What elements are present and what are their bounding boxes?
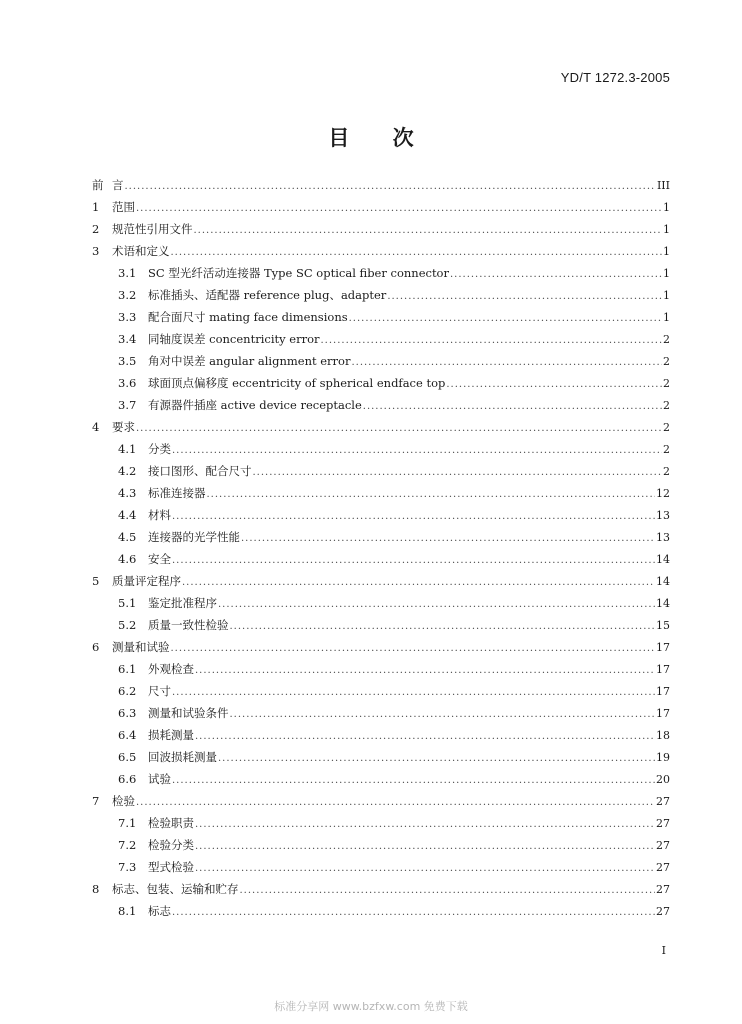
toc-entry[interactable] bbox=[92, 350, 670, 372]
toc-dot-leader bbox=[230, 704, 656, 726]
toc-entry-label: 型式检验 bbox=[148, 860, 194, 874]
toc-entry-label: 角对中误差 angular alignment error bbox=[148, 354, 351, 368]
toc-entry-number: 前 bbox=[92, 178, 104, 192]
toc-entry-page: 2 bbox=[663, 377, 670, 390]
toc-entry-label: 测量和试验 bbox=[112, 640, 170, 654]
toc-entry-page: 14 bbox=[656, 597, 670, 610]
toc-entry-label: 质量评定程序 bbox=[112, 574, 181, 588]
toc-entry[interactable] bbox=[92, 768, 670, 790]
toc-entry-number: 6.1 bbox=[118, 662, 137, 676]
toc-entry[interactable] bbox=[92, 834, 670, 856]
toc-entry-label: 同轴度误差 concentricity error bbox=[148, 332, 320, 346]
toc-entry-page: 27 bbox=[656, 883, 670, 896]
toc-entry-number: 4 bbox=[92, 420, 100, 434]
toc-entry-number: 5.2 bbox=[118, 618, 137, 632]
toc-entry-number: 6.2 bbox=[118, 684, 137, 698]
toc-entry-label: 检验分类 bbox=[148, 838, 194, 852]
toc-dot-leader bbox=[195, 814, 655, 836]
toc-entry[interactable] bbox=[92, 702, 670, 724]
toc-entry-page: 2 bbox=[663, 355, 670, 368]
toc-entry-page: 1 bbox=[663, 223, 670, 236]
toc-entry-page: 2 bbox=[663, 465, 670, 478]
toc-entry-page: 27 bbox=[656, 905, 670, 918]
toc-dot-leader bbox=[172, 506, 655, 528]
toc-entry-label: 配合面尺寸 mating face dimensions bbox=[148, 310, 348, 324]
toc-entry-page: 27 bbox=[656, 817, 670, 830]
toc-entry-number: 3.4 bbox=[118, 332, 137, 346]
toc-dot-leader bbox=[207, 484, 656, 506]
toc-entry-label: 言 bbox=[112, 178, 124, 192]
toc-entry-number: 6.4 bbox=[118, 728, 137, 742]
toc-entry[interactable] bbox=[92, 460, 670, 482]
toc-entry-number: 7 bbox=[92, 794, 100, 808]
toc-dot-leader bbox=[218, 594, 655, 616]
toc-dot-leader bbox=[387, 286, 662, 308]
toc-entry-page: III bbox=[656, 179, 670, 192]
page-number: I bbox=[661, 944, 666, 957]
toc-entry[interactable] bbox=[92, 416, 670, 438]
toc-dot-leader bbox=[182, 572, 655, 594]
toc-entry-page: 2 bbox=[663, 421, 670, 434]
toc-entry-label: 接口图形、配合尺寸 bbox=[148, 464, 252, 478]
watermark: 标准分享网 www.bzfxw.com 免费下载 bbox=[274, 1000, 468, 1013]
toc-entry-page: 17 bbox=[656, 707, 670, 720]
toc-dot-leader bbox=[450, 264, 662, 286]
toc-dot-leader bbox=[218, 748, 655, 770]
toc-entry[interactable] bbox=[92, 328, 670, 350]
toc-entry-label: 试验 bbox=[148, 772, 171, 786]
toc-entry-page: 12 bbox=[656, 487, 670, 500]
toc-entry[interactable] bbox=[92, 790, 670, 812]
toc-entry-label: 尺寸 bbox=[148, 684, 171, 698]
toc-dot-leader bbox=[321, 330, 663, 352]
toc-entry-label: 标准插头、适配器 reference plug、adapter bbox=[148, 288, 387, 302]
toc-entry-label: 检验职责 bbox=[148, 816, 194, 830]
toc-entry-page: 1 bbox=[663, 311, 670, 324]
toc-dot-leader bbox=[125, 176, 656, 198]
toc-entry[interactable] bbox=[92, 284, 670, 306]
toc-dot-leader bbox=[446, 374, 662, 396]
toc-entry[interactable] bbox=[92, 240, 670, 262]
toc-entry-page: 1 bbox=[663, 289, 670, 302]
toc-entry-number: 4.6 bbox=[118, 552, 137, 566]
table-of-contents bbox=[92, 174, 670, 922]
toc-dot-leader bbox=[349, 308, 662, 330]
toc-entry-label: 鉴定批准程序 bbox=[148, 596, 217, 610]
toc-entry-page: 1 bbox=[663, 267, 670, 280]
toc-entry-number: 3.7 bbox=[118, 398, 137, 412]
toc-entry-number: 6.6 bbox=[118, 772, 137, 786]
toc-entry-number: 3.3 bbox=[118, 310, 137, 324]
toc-dot-leader bbox=[172, 440, 662, 462]
toc-dot-leader bbox=[195, 858, 655, 880]
toc-entry-number: 6.3 bbox=[118, 706, 137, 720]
toc-entry-label: 质量一致性检验 bbox=[148, 618, 229, 632]
toc-entry-label: 测量和试验条件 bbox=[148, 706, 229, 720]
toc-entry-label: 损耗测量 bbox=[148, 728, 194, 742]
toc-entry-number: 3.1 bbox=[118, 266, 137, 280]
toc-entry[interactable] bbox=[92, 658, 670, 680]
toc-entry[interactable] bbox=[92, 746, 670, 768]
toc-entry-page: 2 bbox=[663, 443, 670, 456]
toc-entry[interactable] bbox=[92, 482, 670, 504]
toc-dot-leader bbox=[136, 418, 662, 440]
toc-dot-leader bbox=[195, 726, 655, 748]
toc-entry-page: 1 bbox=[663, 245, 670, 258]
toc-entry-label: SC 型光纤活动连接器 Type SC optical fiber connector bbox=[148, 266, 449, 280]
toc-entry[interactable] bbox=[92, 636, 670, 658]
toc-entry[interactable] bbox=[92, 262, 670, 284]
toc-entry-label: 材料 bbox=[148, 508, 171, 522]
toc-entry-label: 外观检查 bbox=[148, 662, 194, 676]
toc-entry-page: 27 bbox=[656, 839, 670, 852]
toc-entry-page: 27 bbox=[656, 795, 670, 808]
toc-entry[interactable] bbox=[92, 856, 670, 878]
toc-dot-leader bbox=[363, 396, 662, 418]
toc-entry-page: 2 bbox=[663, 399, 670, 412]
toc-dot-leader bbox=[195, 836, 655, 858]
toc-entry-number: 8.1 bbox=[118, 904, 137, 918]
page-title: 目 次 bbox=[328, 126, 414, 150]
toc-entry-label: 标志 bbox=[148, 904, 171, 918]
toc-entry-page: 19 bbox=[656, 751, 670, 764]
toc-entry-number: 4.3 bbox=[118, 486, 137, 500]
toc-entry-label: 标准连接器 bbox=[148, 486, 206, 500]
toc-entry[interactable] bbox=[92, 504, 670, 526]
toc-entry[interactable] bbox=[92, 724, 670, 746]
toc-entry-page: 14 bbox=[656, 553, 670, 566]
toc-dot-leader bbox=[240, 880, 656, 902]
toc-dot-leader bbox=[194, 220, 663, 242]
toc-entry-number: 7.3 bbox=[118, 860, 137, 874]
toc-entry[interactable] bbox=[92, 548, 670, 570]
toc-entry-page: 13 bbox=[656, 531, 670, 544]
toc-dot-leader bbox=[172, 770, 655, 792]
toc-entry[interactable] bbox=[92, 570, 670, 592]
toc-entry-number: 6.5 bbox=[118, 750, 137, 764]
toc-entry[interactable] bbox=[92, 592, 670, 614]
toc-dot-leader bbox=[195, 660, 655, 682]
toc-dot-leader bbox=[253, 462, 663, 484]
toc-entry[interactable] bbox=[92, 196, 670, 218]
toc-entry-number: 3 bbox=[92, 244, 100, 258]
toc-entry-label: 球面顶点偏移度 eccentricity of spherical endface top bbox=[148, 376, 446, 390]
toc-entry[interactable] bbox=[92, 812, 670, 834]
toc-entry-label: 分类 bbox=[148, 442, 171, 456]
toc-entry-page: 17 bbox=[656, 641, 670, 654]
toc-dot-leader bbox=[241, 528, 655, 550]
toc-entry-label: 术语和定义 bbox=[112, 244, 170, 258]
toc-dot-leader bbox=[172, 550, 655, 572]
toc-entry-page: 17 bbox=[656, 663, 670, 676]
toc-entry-page: 14 bbox=[656, 575, 670, 588]
toc-entry-number: 3.6 bbox=[118, 376, 137, 390]
toc-entry[interactable] bbox=[92, 680, 670, 702]
toc-entry[interactable] bbox=[92, 438, 670, 460]
toc-entry-number: 7.2 bbox=[118, 838, 137, 852]
toc-entry-page: 18 bbox=[656, 729, 670, 742]
toc-entry-number: 4.2 bbox=[118, 464, 137, 478]
toc-entry[interactable] bbox=[92, 372, 670, 394]
toc-dot-leader bbox=[136, 792, 655, 814]
toc-entry-label: 回波损耗测量 bbox=[148, 750, 217, 764]
toc-entry-number: 5 bbox=[92, 574, 100, 588]
toc-entry-number: 3.2 bbox=[118, 288, 137, 302]
toc-entry[interactable] bbox=[92, 614, 670, 636]
toc-entry[interactable] bbox=[92, 878, 670, 900]
toc-dot-leader bbox=[172, 902, 655, 924]
toc-entry-page: 15 bbox=[656, 619, 670, 632]
toc-entry[interactable] bbox=[92, 394, 670, 416]
toc-entry[interactable] bbox=[92, 306, 670, 328]
toc-entry-label: 范围 bbox=[112, 200, 135, 214]
toc-entry-number: 6 bbox=[92, 640, 100, 654]
toc-entry-page: 1 bbox=[663, 201, 670, 214]
toc-entry-page: 27 bbox=[656, 861, 670, 874]
toc-dot-leader bbox=[172, 682, 655, 704]
toc-entry-label: 安全 bbox=[148, 552, 171, 566]
toc-entry-number: 3.5 bbox=[118, 354, 137, 368]
toc-entry-label: 连接器的光学性能 bbox=[148, 530, 240, 544]
toc-entry-number: 4.4 bbox=[118, 508, 137, 522]
toc-entry-label: 要求 bbox=[112, 420, 135, 434]
toc-entry-page: 20 bbox=[656, 773, 670, 786]
toc-entry-label: 标志、包装、运输和贮存 bbox=[112, 882, 239, 896]
toc-dot-leader bbox=[171, 638, 656, 660]
standard-code: YD/T 1272.3-2005 bbox=[560, 70, 670, 85]
toc-entry-number: 2 bbox=[92, 222, 100, 236]
toc-dot-leader bbox=[230, 616, 656, 638]
toc-entry-label: 规范性引用文件 bbox=[112, 222, 193, 236]
toc-dot-leader bbox=[351, 352, 662, 374]
toc-entry[interactable] bbox=[92, 174, 670, 196]
toc-entry-label: 有源器件插座 active device receptacle bbox=[148, 398, 362, 412]
toc-entry-label: 检验 bbox=[112, 794, 135, 808]
toc-entry-page: 2 bbox=[663, 333, 670, 346]
toc-entry-number: 7.1 bbox=[118, 816, 137, 830]
toc-entry-number: 5.1 bbox=[118, 596, 137, 610]
toc-entry-page: 13 bbox=[656, 509, 670, 522]
toc-entry[interactable] bbox=[92, 900, 670, 922]
toc-entry-number: 4.1 bbox=[118, 442, 137, 456]
toc-dot-leader bbox=[171, 242, 663, 264]
toc-entry[interactable] bbox=[92, 218, 670, 240]
toc-dot-leader bbox=[136, 198, 662, 220]
toc-entry[interactable] bbox=[92, 526, 670, 548]
toc-entry-number: 8 bbox=[92, 882, 100, 896]
toc-entry-number: 1 bbox=[92, 200, 100, 214]
toc-entry-page: 17 bbox=[656, 685, 670, 698]
toc-entry-number: 4.5 bbox=[118, 530, 137, 544]
